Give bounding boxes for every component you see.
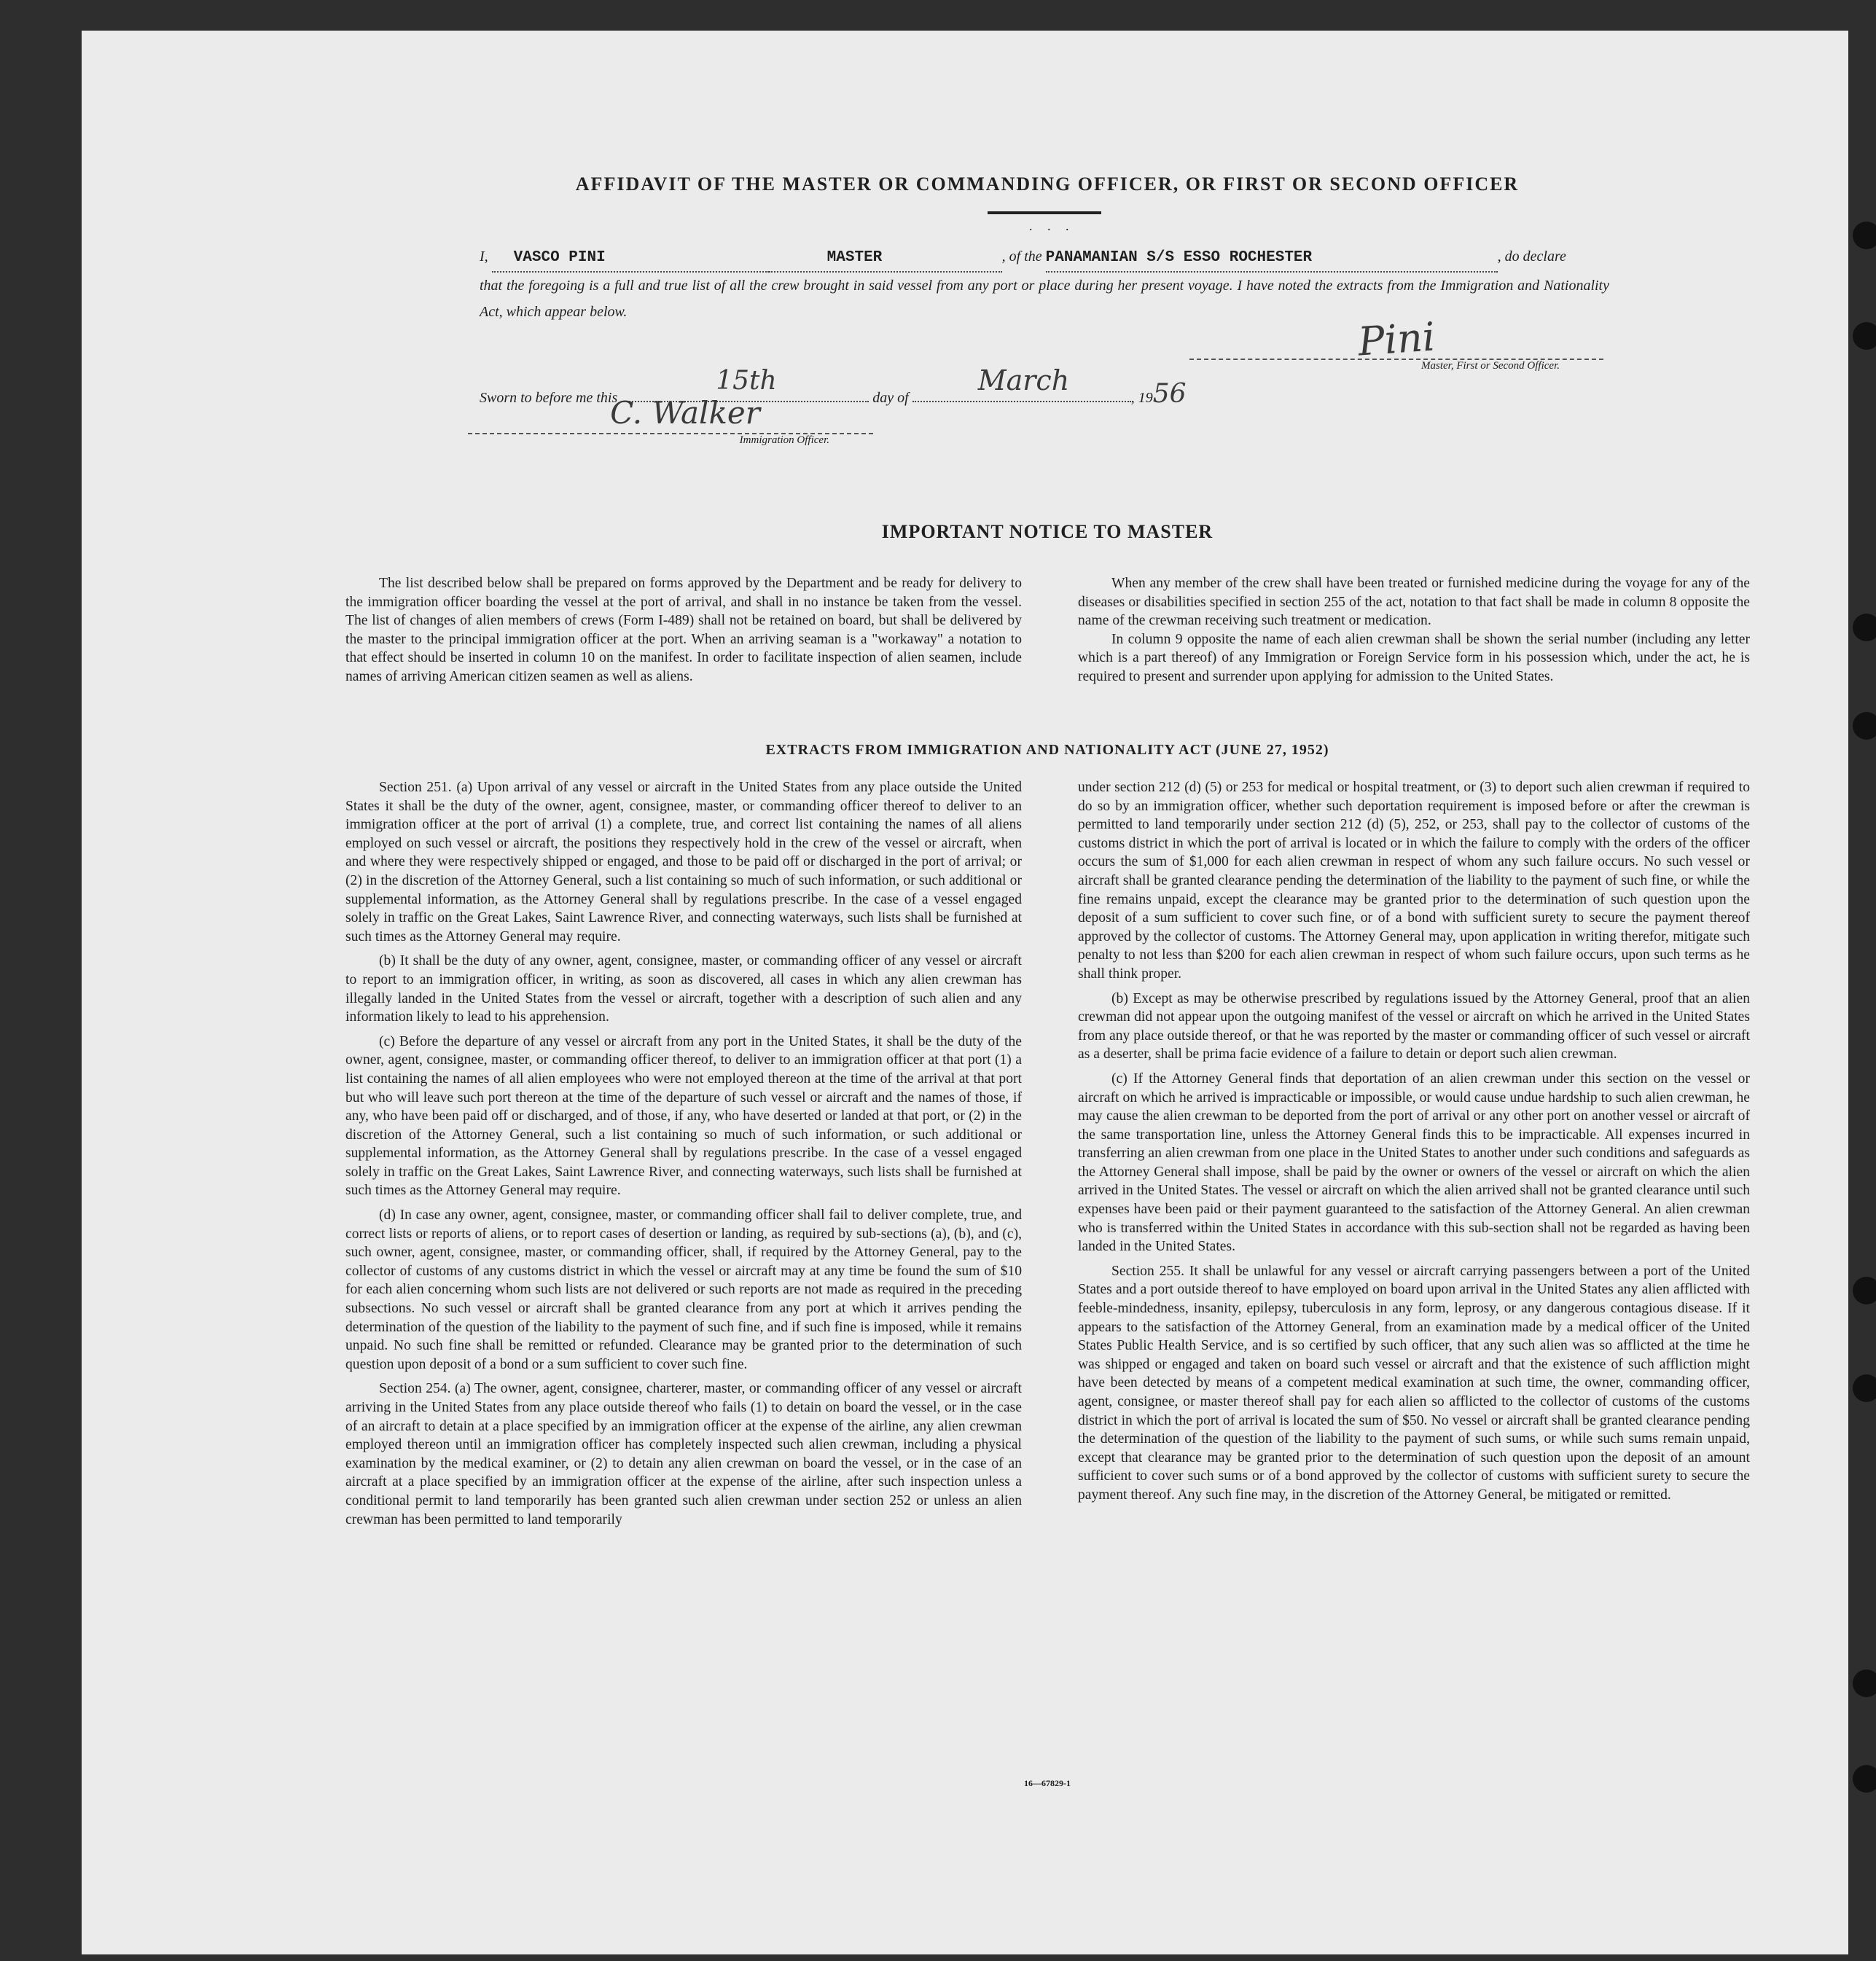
declaration-body: that the foregoing is a full and true list of all the crew brought in said vessel from any port or place during her present voyage. I have noted the extracts from the Immigration and Nationality Act, which appear below.	[480, 278, 1609, 320]
section-251b: (b) It shall be the duty of any owner, agent, consignee, master, or commanding officer of any vessel or aircraft to report to an immigration officer, in writing, as soon as discovered, all cases in which any alien crewman has illegally landed in the United States from the vessel or aircraft, together with a description of such alien and any information likely to lead to his apprehension.	[345, 953, 1022, 1025]
section-251d: (d) In case any owner, agent, consignee, master, or commanding officer shall fail to deliver complete, true, and correct lists or reports of aliens, or to report cases of desertion or landing, as required by sub-sections (a), (b), and (c), such owner, agent, consignee, master, or commanding officer, shall, if required by the Attorney General, pay to the collector of customs of any customs district in which the vessel or aircraft may at any time be found the sum of $10 for each alien concerning whom such lists are not delivered or such reports are not made as required in the preceding subsections. No such vessel or aircraft shall be granted clearance from any port at which it arrives pending the determination of the question of the liability to the payment of such fine, and if such fine is imposed, while it remains unpaid. No such fine shall be remitted or refunded. Clearance may be granted prior to the determination of such question upon deposit of a bond or a sum sufficient to cover such fine.	[345, 1207, 1022, 1372]
notice-right-paragraph: When any member of the crew shall have been treated or furnished medicine during the voyage for any of the diseases or disabilities specified in section 255 of the act, notation to that fact shall be made in column 8 opposite the name of the crewman receiving such treatment or medication.	[1078, 576, 1750, 629]
extracts-right-column	[1078, 778, 1750, 1511]
master-caption: Master, First or Second Officer.	[1421, 360, 1560, 372]
document-page	[82, 31, 1848, 1954]
notice-right-column	[1078, 574, 1750, 692]
section-254a-continued: under section 212 (d) (5) or 253 for medical or hospital treatment, or (3) to deport such alien crewman if required to do so by an immigration officer, whether such deportation requirement is imposed before or after the crewman is permitted to land temporarily under section 212 (d) (5), 252, or 253, shall pay to the collector of customs of the customs district in which the port of arrival is located or in which the failure to comply with the orders of the officer occurs the sum of $1,000 for each alien crewman in respect of whom any such failure occurs. No such vessel or aircraft shall be granted clearance pending the determination of the liability to the payment of such fine, or while the fine remains unpaid, except the clearance may be granted prior to the determination of such question upon the deposit of a sum sufficient to cover such fine, or of a bond with sufficient surety to secure the payment thereof approved by the collector of customs. The Attorney General may, upon application in writing therefor, mitigate such penalty to not less than $200 for each alien crewman in respect of whom such failure occurs, upon such terms as he shall think proper.	[1078, 780, 1750, 982]
affidavit-title: AFFIDAVIT OF THE MASTER OR COMMANDING OFFICER, OR FIRST OR SECOND OFFICER	[575, 173, 1520, 195]
section-255: Section 255. It shall be unlawful for any vessel or aircraft carrying passengers between a port of the United States and a port outside thereof to have employed on board upon arrival in the United States any alien afflicted with feeble-mindedness, insanity, epilepsy, tuberculosis in any form, leprosy, or any dangerous contagious disease. If it appears to the satisfaction of the Attorney General, from an examination made by a medical officer of the United States Public Health Service, and is so certified by such officer, that any such alien was so afflicted at the time he was shipped or engaged and taken on board such vessel or aircraft and that the existence of such affliction might have been detected by means of a competent medical examination at such time, the owner, commanding officer, agent, consignee, or master thereof shall pay for each alien so afflicted to the collector of customs of the customs district in which the port of arrival is located the sum of $50. No vessel or aircraft shall be granted clearance pending the determination of the question of the liability to the payment of such sums, or while such sums remain unpaid, except that clearance may be granted prior to the determination of such question upon the deposit of an amount sufficient to cover such sums or of a bond approved by the collector of customs with sufficient surety to secure the payment thereof. Any such fine may, in the discretion of the Attorney General, be mitigated or remitted.	[1078, 1263, 1750, 1503]
section-251a: Section 251. (a) Upon arrival of any vessel or aircraft in the United States from any place outside the United States it shall be the duty of the owner, agent, consignee, master, or commanding officer thereof to deliver to an immigration officer at the port of arrival (1) a complete, true, and correct list containing the names of all aliens employed on such vessel or aircraft, the positions they respectively hold in the crew of the vessel or aircraft, when and where they were respectively shipped or engaged, and those to be paid off or discharged in the port of arrival; or (2) in the discretion of the Attorney General, such a list containing so much of such information, or such additional or supplemental information, as the Attorney General shall by regulations prescribe. In the case of a vessel engaged solely in traffic on the Great Lakes, Saint Lawrence River, and connecting waterways, such lists shall be furnished at such times as the Attorney General may require.	[345, 780, 1022, 944]
year-prefix: , 19	[1130, 390, 1153, 406]
extracts-title: EXTRACTS FROM IMMIGRATION AND NATIONALITY ACT (JUNE 27, 1952)	[765, 742, 1329, 758]
month-field	[912, 364, 1131, 402]
section-254b: (b) Except as may be otherwise prescribed by regulations issued by the Attorney General, proof that an alien crewman did not appear upon the outgoing manifest of the vessel or aircraft on which he arrived in the United States from any place outside thereof, or that he was reported by the master or commanding officer of such vessel or aircraft as a deserter, shall be prima facie evidence of a failure to detain or deport such alien crewman.	[1078, 990, 1750, 1062]
title-dots: . . .	[1029, 219, 1075, 233]
punch-hole	[1853, 712, 1876, 740]
punch-hole	[1853, 322, 1876, 350]
vessel-name: PANAMANIAN S/S ESSO ROCHESTER	[1045, 249, 1313, 266]
rank-field	[769, 243, 1002, 273]
notice-right-paragraph: In column 9 opposite the name of each alien crewman shall be shown the serial number (including any letter which is a part thereof) of any Immigration or Foreign Service form in his possession which, under the act, he is required to present and surrender upon applying for admission to the United States.	[1078, 631, 1750, 684]
section-254a: Section 254. (a) The owner, agent, consignee, charterer, master, or commanding officer of any vessel or aircraft arriving in the United States from any place outside thereof who fails (1) to detain on board the vessel, or in the case of an aircraft to detain at a place specified by an immigration officer at the expense of the airline, any alien crewman employed thereon until an immigration officer has completely inspected such alien crewman, including a physical examination by the medical examiner, or (2) to detain any alien crewman on board the vessel, or in the case of an aircraft at a place specified by an immigration officer at the expense of the airline, after such inspection unless a conditional permit to land temporarily has been granted such alien crewman under section 252 or unless an alien crewman has been permitted to land temporarily	[345, 1381, 1022, 1527]
day-of-label: day of	[872, 390, 909, 406]
vessel-field	[1046, 243, 1498, 273]
extracts-left-column	[345, 778, 1022, 1535]
punch-hole	[1853, 1765, 1876, 1793]
notice-title: IMPORTANT NOTICE TO MASTER	[881, 521, 1213, 542]
month-value: March	[977, 364, 1070, 396]
officer-caption: Immigration Officer.	[739, 434, 829, 446]
master-name-field	[492, 243, 769, 273]
notice-left-column	[345, 574, 1022, 692]
notice-left-paragraph: The list described below shall be prepared on forms approved by the Department and be ready for delivery to the immigration officer boarding the vessel at the port of arrival, and shall in no instance be taken from the vessel. The list of changes of alien members of crews (Form I-489) shall not be retained on board, but shall be delivered by the master to the principal immigration officer at the port. When an arriving seaman is a "workaway" a notation to that effect should be inserted in column 10 on the manifest. In order to facilitate inspection of alien seamen, include names of arriving American citizen seamen as well as aliens.	[345, 576, 1022, 684]
master-name: VASCO PINI	[513, 249, 606, 266]
rank: MASTER	[826, 249, 883, 266]
punch-hole	[1853, 1374, 1876, 1402]
form-number: 16—67829-1	[1024, 1778, 1071, 1788]
declaration-prefix: I,	[480, 248, 488, 265]
punch-hole	[1853, 1277, 1876, 1304]
master-signature-block	[1189, 313, 1603, 372]
master-signature: Pini	[1356, 313, 1437, 365]
punch-hole	[1853, 222, 1876, 249]
title-rule	[988, 211, 1101, 214]
section-251c: (c) Before the departure of any vessel or aircraft from any port in the United States, it shall be the duty of the owner, agent, consignee, master, or commanding officer thereof, to deliver to an immigration officer at that port (1) a list containing the names of all alien employees who were not employed thereon at the time of the arrival at that port but who will leave such port thereon at the time of the departure of such vessel or aircraft and the names of those, if any, who have been paid off or discharged, and of those, if any, who have deserted or landed at that port, or (2) in the discretion of the Attorney General, such a list containing so much of such information, or such additional or supplemental information, as the Attorney General shall by regulations prescribe. In the case of a vessel engaged solely in traffic on the Great Lakes, Saint Lawrence River, and connecting waterways, such lists shall be furnished at such times as the Attorney General may require.	[345, 1033, 1022, 1199]
of-the-label: , of the	[1001, 248, 1042, 265]
section-254c: (c) If the Attorney General finds that deportation of an alien crewman under this section on the vessel or aircraft on which he arrived is impracticable or impossible, or would cause undue hardship to such alien crewman, he may cause the alien crewman to be deported from the port of arrival or any other port on another vessel or aircraft of the same transportation line, unless the Attorney General finds this to be impracticable. All expenses incurred in transferring an alien crewman from one place in the United States to another under such conditions and safeguards as the Attorney General shall impose, shall be paid by the owner or owners of the vessel or aircraft on which the alien arrived in the United States. The vessel or aircraft on which the alien arrived shall not be granted clearance until such expenses have been paid or their payment guaranteed to the satisfaction of the Attorney General. An alien crewman who is transferred within the United States in accordance with this sub-section shall not be regarded as having been landed in the United States.	[1078, 1070, 1750, 1255]
year-value: 56	[1152, 379, 1187, 409]
officer-signature-block	[468, 395, 873, 447]
do-declare-label: , do declare	[1497, 248, 1566, 265]
day-value: 15th	[716, 366, 777, 396]
sworn-label: Sworn to before me this	[480, 390, 618, 406]
punch-hole	[1853, 1670, 1876, 1697]
punch-hole	[1853, 614, 1876, 641]
officer-signature: C. Walker	[610, 395, 760, 431]
